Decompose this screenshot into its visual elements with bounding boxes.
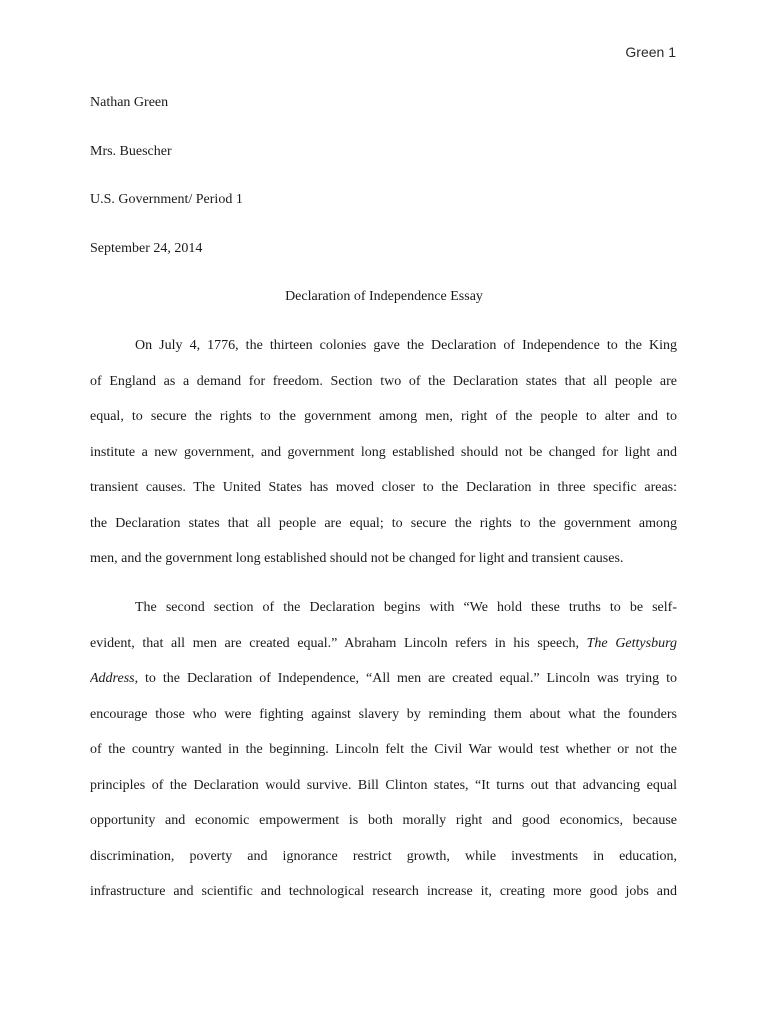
instructor-name: Mrs. Buescher [90, 144, 172, 159]
paragraph-line [90, 634, 677, 670]
paragraph-line: institute a new government, and government long established should not be changed for light and [90, 444, 677, 460]
essay-title: Declaration of Independence Essay [285, 289, 483, 304]
author-name: Nathan Green [90, 95, 169, 110]
paragraph-line: On July 4, 1776, the thirteen colonies gave the Declaration of Independence to the King [135, 338, 677, 353]
speech-title: Address [90, 671, 135, 686]
paragraph-line: opportunity and economic empowerment is both morally right and good economics, because [90, 813, 677, 828]
line-text: evident, that all men are created equal.” Abraham Lincoln refers in his speech, [90, 635, 579, 651]
paragraph-line: the Declaration states that all people are equal; to secure the rights to the government among [90, 515, 677, 531]
course-name: U.S. Government/ Period 1 [90, 192, 243, 207]
paragraph-line: discrimination, poverty and ignorance restrict growth, while investments in education, [90, 848, 677, 864]
paragraph-1 [90, 336, 677, 585]
paragraph-line: principles of the Declaration would survive. Bill Clinton states, “It turns out that advancing equal [90, 777, 677, 793]
paragraph-line: of England as a demand for freedom. Section two of the Declaration states that all people are [90, 373, 677, 389]
essay-date: September 24, 2014 [90, 241, 203, 256]
running-head: Green 1 [625, 44, 676, 60]
paragraph-line: encourage those who were fighting against slavery by reminding them about what the founders [90, 706, 677, 722]
paragraph-line: equal, to secure the rights to the government among men, right of the people to alter and to [90, 409, 677, 424]
paragraph-line: of the country wanted in the beginning. Lincoln felt the Civil War would test whether or not the [90, 742, 677, 757]
paragraph-line [90, 669, 677, 705]
speech-title: The Gettysburg [586, 635, 677, 651]
paragraph-2 [90, 598, 677, 918]
paragraph-line: transient causes. The United States has moved closer to the Declaration in three specific areas: [90, 480, 677, 495]
paragraph-line: infrastructure and scientific and technological research increase it, creating more good jobs and [90, 884, 677, 899]
line-text: , to the Declaration of Independence, “All men are created equal.” Lincoln was trying to [134, 671, 677, 686]
paragraph-line: men, and the government long established should not be changed for light and transient causes. [90, 551, 624, 566]
paragraph-line: The second section of the Declaration begins with “We hold these truths to be self- [135, 600, 677, 615]
